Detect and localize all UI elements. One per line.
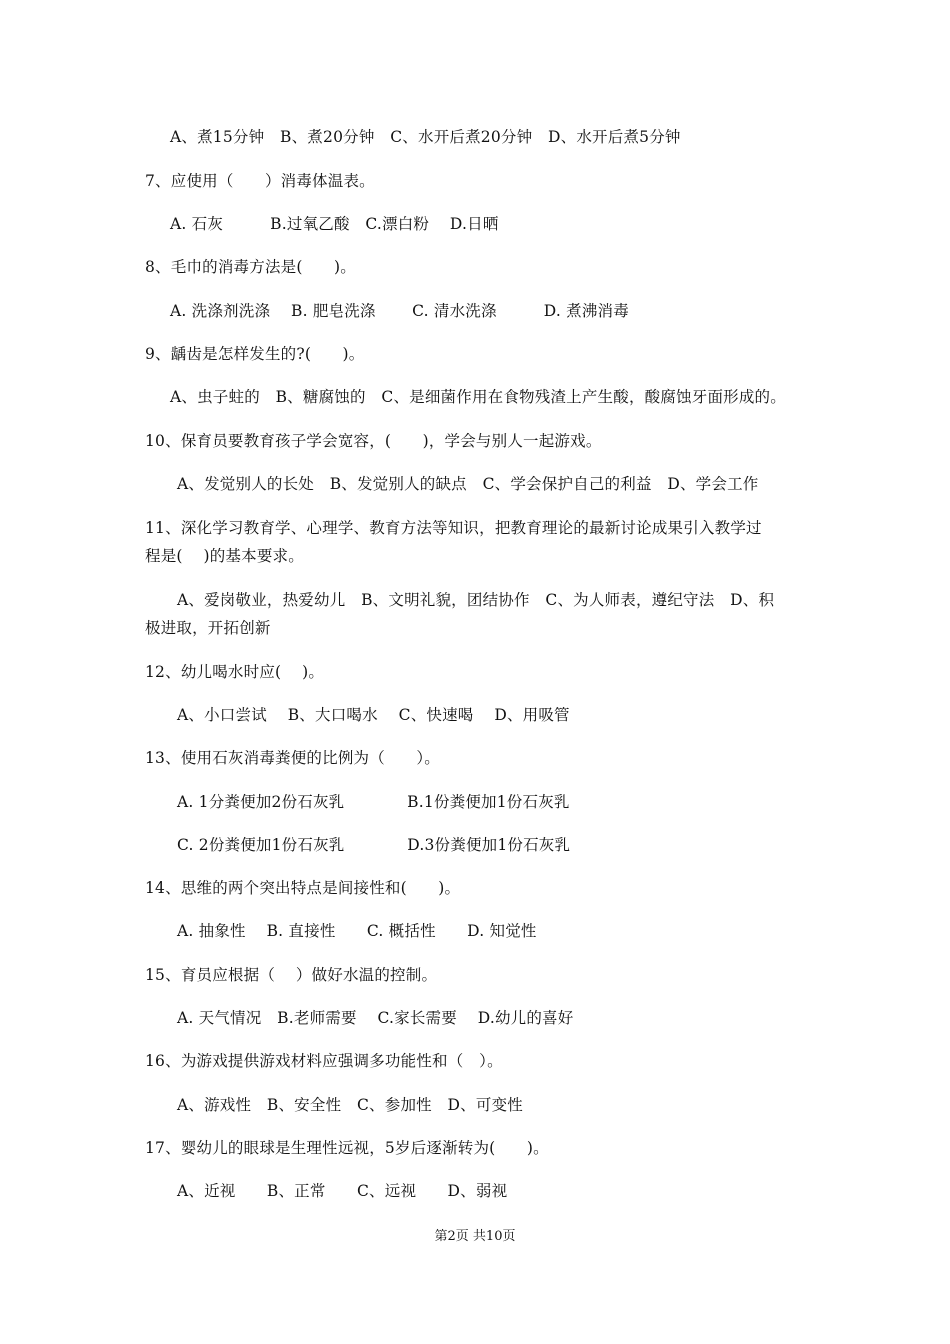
q7-options: A. 石灰 B.过氧乙酸 C.漂白粉 D.日晒 bbox=[170, 215, 499, 233]
q10-options: A、发觉别人的长处 B、发觉别人的缺点 C、学会保护自己的利益 D、学会工作 bbox=[177, 475, 759, 493]
q11-options-line2: 极进取，开拓创新 bbox=[145, 619, 271, 637]
q14-options: A. 抽象性 B. 直接性 C. 概括性 D. 知觉性 bbox=[177, 922, 537, 940]
q11-question-line2: 程是( )的基本要求。 bbox=[145, 547, 304, 565]
q17-options: A、近视 B、正常 C、远视 D、弱视 bbox=[177, 1182, 508, 1200]
page-footer: 第2页 共10页 bbox=[434, 1229, 516, 1244]
q6-options: A、煮15分钟 B、煮20分钟 C、水开后煮20分钟 D、水开后煮5分钟 bbox=[170, 128, 681, 146]
q15-options: A. 天气情况 B.老师需要 C.家长需要 D.幼儿的喜好 bbox=[177, 1009, 574, 1027]
q11-question-line1: 11、深化学习教育学、心理学、教育方法等知识，把教育理论的最新讨论成果引入教学过 bbox=[145, 519, 762, 537]
q10-question: 10、保育员要教育孩子学会宽容，( )，学会与别人一起游戏。 bbox=[145, 432, 602, 450]
q9-options: A、虫子蛀的 B、糖腐蚀的 C、是细菌作用在食物残渣上产生酸，酸腐蚀牙面形成的。 bbox=[170, 388, 786, 406]
q13-question: 13、使用石灰消毒粪便的比例为（ ）。 bbox=[145, 749, 440, 767]
q14-question: 14、思维的两个突出特点是间接性和( )。 bbox=[145, 879, 461, 897]
q16-options: A、游戏性 B、安全性 C、参加性 D、可变性 bbox=[177, 1096, 523, 1114]
q9-question: 9、龋齿是怎样发生的?( )。 bbox=[145, 345, 365, 363]
q13-options-row1: A. 1分粪便加2份石灰乳 B.1份粪便加1份石灰乳 bbox=[177, 793, 570, 811]
q7-question: 7、应使用（ ）消毒体温表。 bbox=[145, 172, 375, 190]
q12-options: A、小口尝试 B、大口喝水 C、快速喝 D、用吸管 bbox=[177, 706, 570, 724]
q13-options-row2: C. 2份粪便加1份石灰乳 D.3份粪便加1份石灰乳 bbox=[177, 836, 571, 854]
q8-options: A. 洗涤剂洗涤 B. 肥皂洗涤 C. 清水洗涤 D. 煮沸消毒 bbox=[170, 302, 629, 320]
q11-options-line1: A、爱岗敬业，热爱幼儿 B、文明礼貌，团结协作 C、为人师表，遵纪守法 D、积 bbox=[177, 591, 775, 609]
q16-question: 16、为游戏提供游戏材料应强调多功能性和（ ）。 bbox=[145, 1052, 503, 1070]
q12-question: 12、幼儿喝水时应( )。 bbox=[145, 663, 325, 681]
q15-question: 15、育员应根据（ ）做好水温的控制。 bbox=[145, 966, 438, 984]
q8-question: 8、毛巾的消毒方法是( )。 bbox=[145, 258, 356, 276]
q17-question: 17、婴幼儿的眼球是生理性远视，5岁后逐渐转为( )。 bbox=[145, 1139, 549, 1157]
